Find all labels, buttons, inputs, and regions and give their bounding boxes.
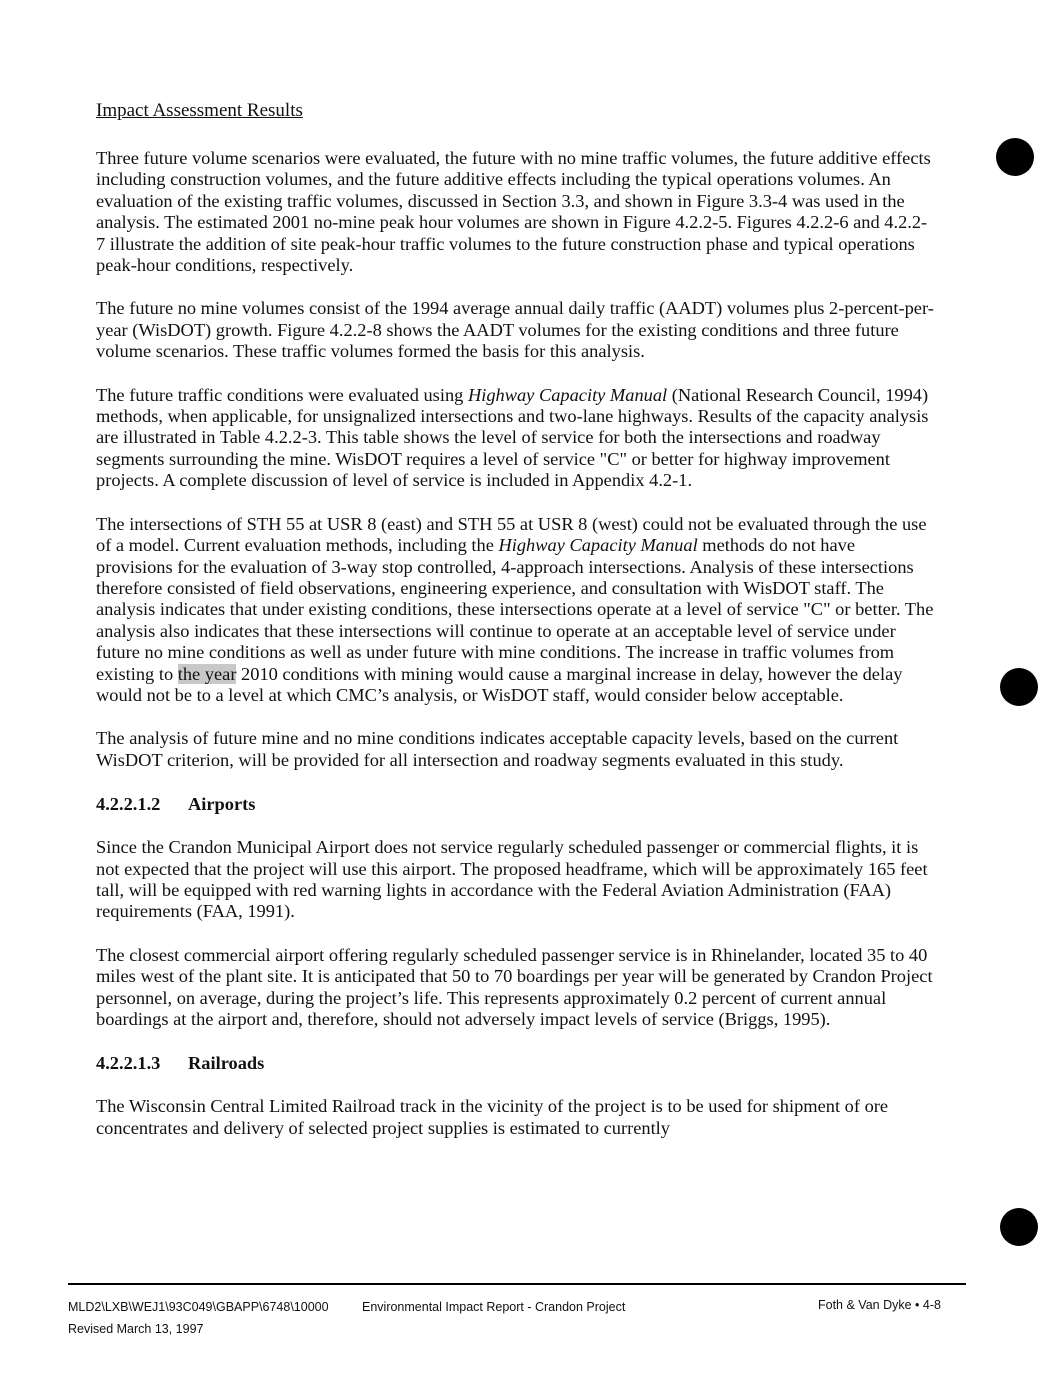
paragraph-railroad: The Wisconsin Central Limited Railroad track in the vicinity of the project is to be used for shipment of ore concentrates and delivery of selected project supplies is estimated to currently [96, 1096, 889, 1138]
italic-title: Highway Capacity Manual [467, 384, 668, 405]
footer-page-number: 4-8 [922, 1298, 941, 1312]
binder-hole-mark [1000, 668, 1038, 706]
section-number: 4.2.2.1.2 [96, 794, 161, 815]
paragraph-rhinelander-airport: The closest commercial airport offering regularly scheduled passenger service is in Rhinelander, located 35 to 40 miles west of the plant site. It is anticipated that 50 to 70 boardings per year will be generated by Crandon Project personnel, on average, during the project’s life. This represents approximately 0.2 percent of current annual boardings at the airport and, therefore, should not adversely impact levels of service (Briggs, 1995). [96, 944, 933, 1029]
paragraph-no-mine-volumes: The future no mine volumes consist of the 1994 average annual daily traffic (AADT) volumes plus 2-percent-per-year (WisDOT) growth. Figure 4.2.2-8 shows the AADT volumes for the existing conditions and three future volume scenarios. These traffic volumes formed the basis for this analysis. [96, 298, 934, 362]
paragraph-crandon-airport: Since the Crandon Municipal Airport does not service regularly scheduled passenger or commercial flights, it is not expected that the project will use this airport. The proposed headframe, which will be approximately 165 feet tall, will be equipped with red warning lights in accordance with the Federal Aviation Administration (FAA) requirements (FAA, 1991). [96, 837, 928, 922]
paragraph-intersections [96, 514, 936, 707]
text-run: 2010 conditions with mining would cause a marginal increase in delay, however the delay would not be to a level at which CMC’s analysis, or WisDOT staff, would consider below acceptable. [96, 663, 903, 705]
section-title: Airports [188, 794, 256, 815]
footer-revised-date: Revised March 13, 1997 [68, 1322, 204, 1336]
section-title-airports [96, 793, 936, 815]
footer-divider [68, 1283, 966, 1285]
highlighted-text: the year [177, 663, 237, 684]
footer-path: MLD2\LXB\WEJ1\93C049\GBAPP\6748\10000 [68, 1300, 329, 1314]
section-heading: Impact Assessment Results [96, 100, 303, 121]
binder-hole-mark [1000, 1208, 1038, 1246]
document-body [96, 100, 936, 1161]
text-run: methods do not have provisions for the evaluation of 3-way stop controlled, 4-approach intersections. Analysis of these intersections therefore consisted of field observations, engineering experience, and consultation with WisDOT staff. The analysis indicates that under existing conditions, these intersections operate at a level of service "C" or better. The analysis also indicates that these intersections will continue to operate at an acceptable level of service under future no mine conditions as well as under future with mine conditions. The increase in traffic volumes from existing to [96, 535, 934, 684]
section-number: 4.2.2.1.3 [96, 1053, 161, 1074]
binder-hole-mark [996, 138, 1034, 176]
section-title: Railroads [188, 1053, 265, 1074]
footer-bullet: • [915, 1298, 920, 1312]
footer-company-page [818, 1298, 941, 1312]
text-run: The future traffic conditions were evaluated using [96, 384, 468, 405]
text-run: The intersections of STH 55 at USR 8 (east) and STH 55 at USR 8 (west) could not be evaluated through the use of a model. Current evaluation methods, including the [96, 513, 927, 556]
footer-company: Foth & Van Dyke [818, 1298, 912, 1312]
footer-report-title: Environmental Impact Report - Crandon Project [362, 1300, 626, 1314]
italic-title: Highway Capacity Manual [498, 535, 698, 556]
paragraph-summary: The analysis of future mine and no mine conditions indicates acceptable capacity levels, based on the current WisDOT criterion, will be provided for all intersection and roadway segments evaluated in this study. [96, 728, 899, 770]
text-run: (National Research Council, 1994) methods, when applicable, for unsignalized intersections and two-lane highways. Results of the capacity analysis are illustrated in Table 4.2.2-3. This table shows the level of service for both the intersections and roadway segments surrounding the mine. WisDOT requires a level of service "C" or better for highway improvement projects. A complete discussion of level of service is included in Appendix 4.2-1. [96, 384, 929, 491]
section-title-railroads [96, 1052, 936, 1074]
paragraph-capacity-analysis [96, 385, 936, 492]
paragraph-volume-scenarios: Three future volume scenarios were evaluated, the future with no mine traffic volumes, the future additive effects including construction volumes, and the future additive effects including the typical operations volumes. An evaluation of the existing traffic volumes, discussed in Section 3.3, and shown in Figure 3.3-4 was used in the analysis. The estimated 2001 no-mine peak hour volumes are shown in Figure 4.2.2-5. Figures 4.2.2-6 and 4.2.2-7 illustrate the addition of site peak-hour traffic volumes to the future construction phase and typical operations peak-hour conditions, respectively. [96, 148, 931, 276]
